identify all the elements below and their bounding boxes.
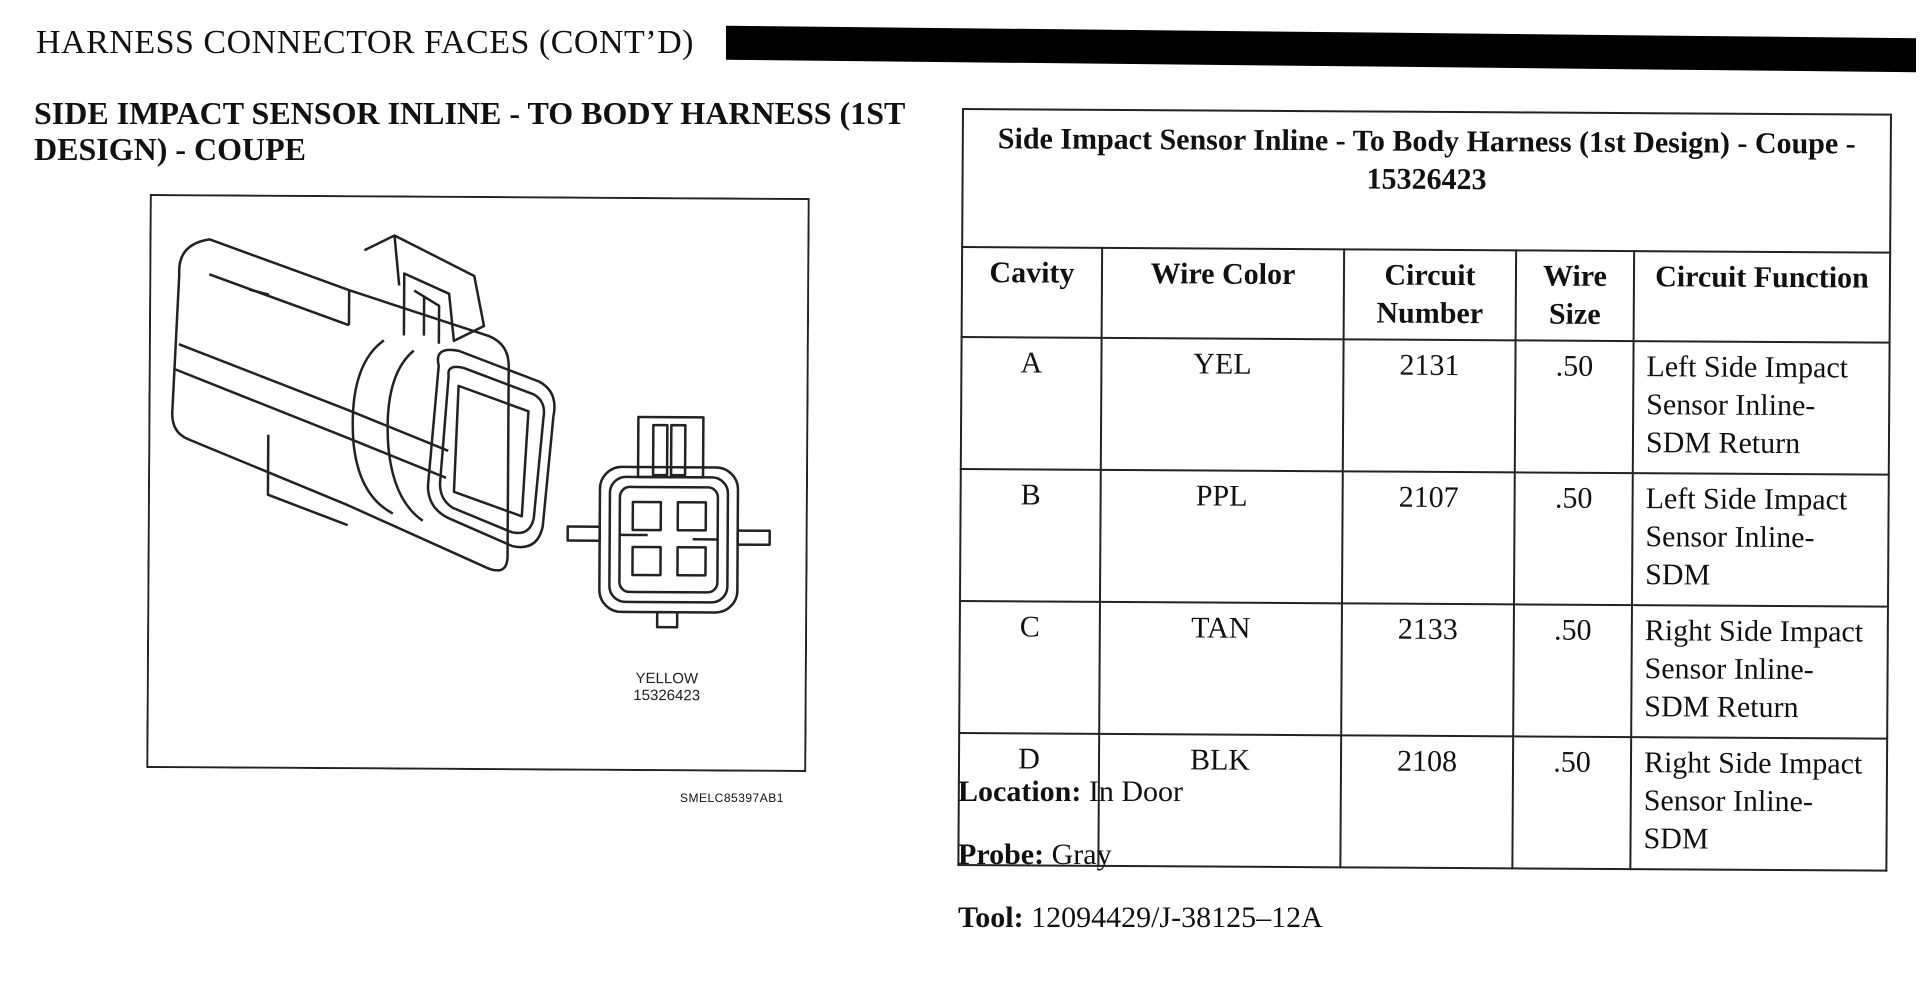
header-circuit-number: Circuit Number — [1344, 249, 1517, 340]
probe-value: Gray — [1051, 838, 1112, 871]
section-header — [36, 24, 1916, 68]
cell-cavity: C — [959, 601, 1100, 734]
connector-notes — [958, 775, 1323, 964]
cell-circuit-number: 2107 — [1342, 471, 1515, 604]
probe-label: Probe: — [958, 838, 1045, 871]
cell-circuit-number: 2108 — [1340, 735, 1513, 868]
figure-code: SMELC85397AB1 — [680, 791, 784, 805]
header-circuit-function: Circuit Function — [1634, 251, 1891, 343]
cell-circuit-function: Left Side Impact Sensor Inline-SDM Return — [1633, 341, 1890, 475]
location-note — [958, 775, 1323, 838]
diagram-part-label: 15326423 — [633, 686, 701, 705]
header-cavity: Cavity — [962, 247, 1103, 338]
table-row — [960, 469, 1889, 607]
pinout-table — [957, 108, 1892, 872]
location-value: In Door — [1088, 775, 1183, 808]
cell-wire-size: .50 — [1515, 340, 1634, 473]
cell-circuit-function: Right Side Impact Sensor Inline-SDM Return — [1631, 605, 1888, 739]
tool-value: 12094429/J-38125–12A — [1031, 901, 1323, 934]
table-caption: Side Impact Sensor Inline - To Body Harness (1st Design) - Coupe - 15326423 — [962, 109, 1891, 253]
cell-circuit-function: Left Side Impact Sensor Inline-SDM — [1632, 473, 1889, 607]
cell-circuit-function: Right Side Impact Sensor Inline-SDM — [1630, 737, 1887, 871]
cell-circuit-number: 2133 — [1341, 603, 1514, 736]
table-row — [961, 337, 1890, 475]
cell-circuit-number: 2131 — [1343, 339, 1516, 472]
cell-wire-size: .50 — [1514, 472, 1633, 605]
diagram-color-label: YELLOW — [635, 669, 699, 688]
header-wire-color: Wire Color — [1102, 248, 1345, 339]
table-header-row — [962, 247, 1891, 343]
probe-note — [958, 838, 1323, 901]
connector-diagram — [146, 194, 809, 772]
section-title: HARNESS CONNECTOR FACES (CONT’D) — [36, 24, 694, 61]
table-row — [959, 601, 1888, 739]
cell-cavity: B — [960, 469, 1101, 602]
connector-heading: SIDE IMPACT SENSOR INLINE - TO BODY HARNESS (1ST DESIGN) - COUPE — [34, 95, 905, 167]
connector-illustration — [146, 194, 809, 772]
cell-wire-size: .50 — [1513, 604, 1632, 737]
location-label: Location: — [958, 775, 1082, 808]
cell-wire-color: YEL — [1101, 338, 1344, 471]
cell-cavity: D — [958, 733, 1099, 866]
cell-wire-color: TAN — [1099, 602, 1342, 735]
header-bar — [726, 26, 1916, 72]
tool-label: Tool: — [958, 901, 1024, 934]
cell-cavity: A — [961, 337, 1102, 470]
header-wire-size: Wire Size — [1516, 250, 1635, 341]
cell-wire-size: .50 — [1512, 736, 1631, 869]
cell-wire-color: PPL — [1100, 470, 1343, 603]
cell-wire-color: BLK — [1098, 734, 1341, 867]
tool-note — [958, 901, 1323, 964]
